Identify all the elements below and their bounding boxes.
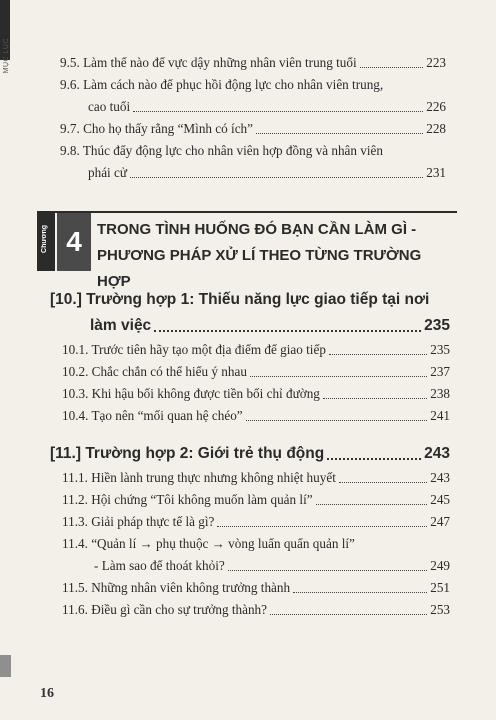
entry-text: Làm cách nào để phục hồi động lực cho nhân viên trung, [83,77,384,92]
toc-entry [60,140,446,162]
dot-leader [327,458,421,460]
dot-leader [323,398,427,399]
toc-entry: 11.2. Hội chứng “Tôi không muốn làm quản lí” 245 [62,492,450,507]
section-page: 235 [424,317,450,334]
entry-number: 9.5. [60,55,80,70]
dot-leader [228,570,427,571]
entry-text-cont: phái cử [88,165,128,180]
entry-number: 9.8. [60,143,80,158]
dot-leader [316,504,428,505]
dot-leader [329,354,427,355]
entry-page: 223 [426,55,446,70]
entry-page: 228 [426,121,446,136]
entry-text: Cho họ thấy rằng “Mình có ích” [83,121,254,136]
chapter-label: Chương [37,213,55,271]
entry-number: 9.7. [60,121,80,136]
toc-entry: 10.4. Tạo nên “mối quan hệ chéo” 241 [62,408,450,423]
chapter-number: 4 [57,213,91,271]
toc-entry-continued [60,96,446,118]
toc-entry-continued: - Làm sao để thoát khỏi? 249 [94,558,450,573]
toc-entry: 11.1. Hiền lành trung thực nhưng không nhiệt huyết 243 [62,470,450,485]
toc-entry-continued [60,162,446,184]
entry-text-cont: cao tuổi [88,99,131,114]
section-11 [50,441,450,621]
dot-leader [256,133,423,134]
dot-leader [339,482,427,483]
entry-text: Thúc đẩy động lực cho nhân viên hợp đồng và nhân viên [82,143,383,158]
section-page: 243 [424,445,450,462]
toc-entry: 11.3. Giải pháp thực tế là gì? 247 [62,514,450,529]
dot-leader [246,420,428,421]
side-strip-marker [0,655,11,677]
chapter-banner [37,211,457,290]
toc-entry: 10.3. Khi hậu bối không được tiền bối chỉ đường 238 [62,386,450,401]
dot-leader [217,526,427,527]
toc-entry: 11.6. Điều gì cần cho sự trưởng thành? 253 [62,602,450,617]
toc-entry: 10.2. Chắc chắn có thể hiểu ý nhau 237 [62,364,450,379]
dot-leader [130,177,423,178]
toc-entry [60,118,446,140]
chapter-title: TRONG TÌNH HUỐNG ĐÓ BẠN CẦN LÀM GÌ - PHƯƠNG PHÁP XỬ LÍ THEO TỪNG TRƯỜNG HỢP [97,221,422,290]
section-heading: [10.] Trường hợp 1: Thiếu năng lực giao tiếp tại nơi [50,291,430,308]
entry-page: 226 [426,99,446,114]
toc-entry [60,74,446,96]
dot-leader [270,614,427,615]
entry-text: Làm thế nào để vực dậy những nhân viên trung tuổi [83,55,357,70]
dot-leader [154,330,421,332]
dot-leader [250,376,427,377]
toc-top [60,52,446,184]
toc-entry: 10.1. Trước tiên hãy tạo một địa điểm để giao tiếp 235 [62,342,450,357]
toc-entry: 11.4. “Quản lí → phụ thuộc → vòng luẩn quẩn quản lí” [62,536,355,551]
side-label: MỤC LỤC [3,38,10,74]
page-number: 16 [40,686,54,701]
section-10 [50,287,450,427]
section-heading: [11.] Trường hợp 2: Giới trẻ thụ động 243 [50,441,450,467]
section-heading-continued: làm việc 235 [50,313,450,339]
dot-leader [360,67,424,68]
entry-page: 231 [426,165,446,180]
toc-entry [60,52,446,74]
entry-number: 9.6. [60,77,80,92]
dot-leader [293,592,427,593]
dot-leader [133,111,423,112]
toc-entry: 11.5. Những nhân viên không trưởng thành 251 [62,580,450,595]
